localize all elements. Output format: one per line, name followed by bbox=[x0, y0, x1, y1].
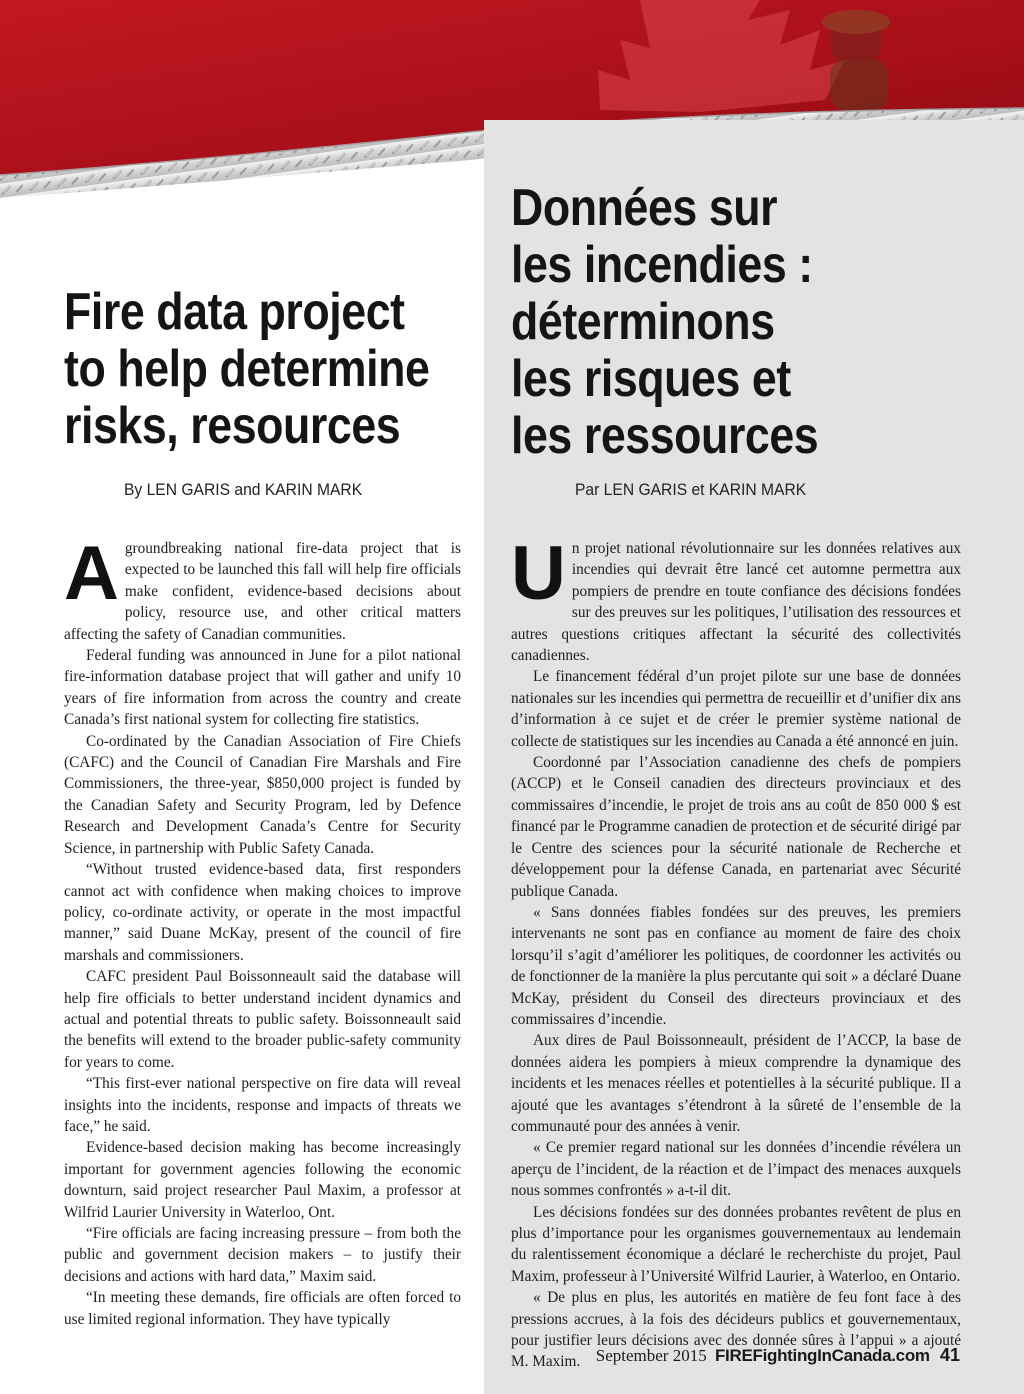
website-link[interactable]: FIREFightingInCanada.com bbox=[714, 1346, 930, 1365]
body-paragraph: Coordonné par l’Association canadienne des chefs de pompiers (ACCP) et le Conseil canadien des directeurs provinciaux et des commissaires d’incendie, le projet de trois ans au coût de 850 000 $ est financé par le Programme canadien de protection et de sécurité dirigé par le Centre des sciences pour la sécurité nationale de Recherche et développement pour la défense Canada, en partenariat avec Sécurité publique Canada. bbox=[511, 754, 961, 900]
drop-cap: A bbox=[64, 531, 119, 616]
headline-english bbox=[64, 284, 494, 455]
issue-date: September 2015 bbox=[595, 1346, 707, 1365]
headline-french-line: déterminons bbox=[511, 293, 775, 351]
headline-french bbox=[511, 180, 958, 465]
body-paragraph: Un projet national révolutionnaire sur les données relatives aux incendies qui devrait être lancé cet automne permettra aux pompiers de prendre en toute confiance des décisions fondées sur des preuves sur les politiques, l’utilisation des ressources et autres questions critiques affectant la sécurité des collectivités canadiennes. bbox=[511, 531, 961, 665]
body-paragraph: Evidence-based decision making has become increasingly important for government agencies following the economic downturn, said project researcher Paul Maxim, a professor at Wilfrid Laurier University in Waterloo, Ont. bbox=[64, 1139, 461, 1221]
byline-english: By LEN GARIS and KARIN MARK bbox=[124, 480, 363, 499]
body-paragraph: « Sans données fiables fondées sur des preuves, les premiers intervenants ne sont pas en confiance au moment de faire des choix lorsqu’il s’agit d’améliorer les politiques, de coordonner les activités ou de fonctionner de la manière la plus percutante qui soit » a déclaré Duane McKay, président du Conseil des directeurs provinciaux et des commissaires d’incendie. bbox=[511, 903, 961, 1028]
body-paragraph: Co-ordinated by the Canadian Association of Fire Chiefs (CAFC) and the Council of Canadian Fire Marshals and Fire Commissioners, the three-year, $850,000 project is funded by the Canadian Safety and Security Program, led by Defence Research and Development Canada’s Centre for Security Science, in partnership with Public Safety Canada. bbox=[64, 732, 461, 857]
body-paragraph: Federal funding was announced in June for a pilot national fire-information database project that will gather and unify 10 years of fire information from across the country and create Canada’s first national system for collecting fire statistics. bbox=[64, 647, 461, 729]
body-paragraph: “Fire officials are facing increasing pressure – from both the public and government decision makers – to justify their decisions and actions with hard data,” Maxim said. bbox=[64, 1225, 461, 1285]
headline-french-line: Données sur bbox=[511, 179, 778, 237]
headline-french-line: les risques et bbox=[511, 350, 791, 408]
drop-cap: U bbox=[511, 531, 566, 616]
body-paragraph: « Ce premier regard national sur les données d’incendie révélera un aperçu de l’incident, de la réaction et de l’impact des menaces auxquels nous sommes confrontés » a-t-il dit. bbox=[511, 1139, 961, 1200]
page-number: 41 bbox=[939, 1345, 960, 1365]
body-paragraph: “In meeting these demands, fire officials are often forced to use limited regional information. They have typically bbox=[64, 1289, 461, 1328]
body-column-english bbox=[64, 531, 461, 1330]
body-paragraph: Agroundbreaking national fire-data project that is expected to be launched this fall will help fire officials make confident, evidence-based decisions about policy, resource use, and other critical matters affecting the safety of Canadian communities. bbox=[64, 531, 461, 643]
body-paragraph: Aux dires de Paul Boissonneault, président de l’ACCP, la base de données aidera les pompiers à mieux comprendre la dynamique des incidents et les menaces réelles et potentielles à la sécurité publique. Il a ajouté que les avantages s’étendront à la sûreté de l’ensemble de la communauté pour des années à venir. bbox=[511, 1032, 961, 1135]
byline-french: Par LEN GARIS et KARIN MARK bbox=[575, 480, 807, 499]
headline-french-line: les incendies : bbox=[511, 236, 813, 294]
headline-english-line: risks, resources bbox=[64, 397, 401, 455]
body-paragraph: « De plus en plus, les autorités en matière de feu font face à des pressions accrues, à la fois des décideurs publics et gouvernementaux, pour justifier leurs décisions avec des donnée sûres à l’appui » a ajouté M. Maxim. bbox=[511, 1289, 961, 1371]
body-paragraph: Le financement fédéral d’un projet pilote sur une base de données nationales sur les incendies qui permettra de recueillir et d’unifier dix ans d’information à ce sujet et de créer le premier système national de collecte de statistiques sur les incendies au Canada a été annoncé en juin. bbox=[511, 668, 961, 750]
page-footer bbox=[596, 1345, 960, 1366]
headline-french-line: les ressources bbox=[511, 407, 819, 465]
body-paragraph: Les décisions fondées sur des données probantes revêtent de plus en plus d’importance pour les organismes gouvernementaux au lendemain du ralentissement économique a déclaré le recherchiste du projet, Paul Maxim, professeur à l’Université Wilfrid Laurier, à Waterloo, en Ontario. bbox=[511, 1203, 961, 1285]
body-paragraph: “Without trusted evidence-based data, first responders cannot act with confidence when making choices to improve policy, co-ordinate activity, or operate in the most impactful manner,” said Duane McKay, present of the council of fire marshals and commissioners. bbox=[64, 861, 461, 964]
headline-english-line: to help determine bbox=[64, 340, 430, 398]
body-column-french bbox=[511, 531, 961, 1373]
body-paragraph: CAFC president Paul Boissonneault said the database will help fire officials to better understand incident dynamics and actual and potential threats to public safety. Boissonneault said the benefits will extend to the broader public-safety community for years to come. bbox=[64, 968, 461, 1071]
body-paragraph: “This first-ever national perspective on fire data will reveal insights into the incidents, response and impacts of threats we face,” he said. bbox=[64, 1075, 461, 1135]
headline-english-line: Fire data project bbox=[64, 283, 405, 341]
